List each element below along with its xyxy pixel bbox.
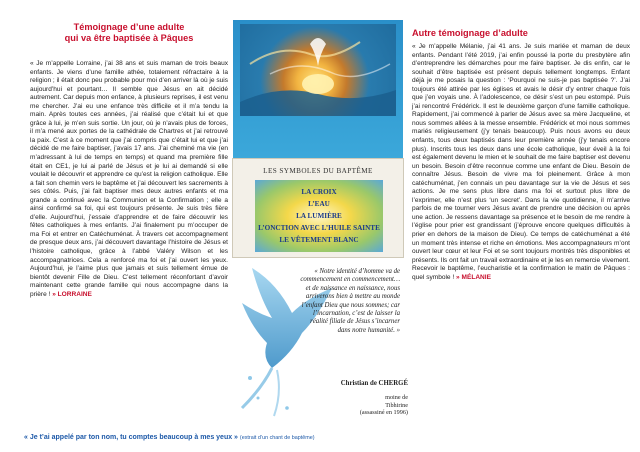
right-testimony	[412, 43, 630, 282]
right-signature: » MÉLANIE	[456, 273, 491, 281]
left-title-line1: Témoignage d’une adulte	[73, 22, 185, 32]
card-item-anointing: L’ONCTION AVEC L’HUILE SAINTE	[258, 224, 380, 232]
left-title	[30, 22, 228, 44]
card-item-light: LA LUMIÈRE	[296, 212, 342, 220]
right-testimony-body: « Je m’appelle Mélanie, j’ai 41 ans. Je suis mariée et maman de deux enfants. Pendant l’été 2019, j’ai enfin poussé la porte du presbytère afin d’entreprendre les démarches pour me faire baptiser. Je dis enfin, car le souhait d’être baptisée est présent depuis tellement longtemps. Enfant déjà je me posais la question : ‘Pourquoi ne suis-je pas baptisée ?’. J’ai toujours été attirée par les églises et avais le désir d’y entrer chaque fois que j’en voyais une. À l’adolescence, ce désir s’est un peu estompé. Puis j’ai rencontré Frédérick. Il est le deuxième garçon d’une famille catholique. Rapidement, j’ai commencé à parler de Jésus avec sa mère Jacqueline, et nous sommes allées à la messe ensemble. Frédérick et moi nous sommes mariés religieusement (j’y tenais beaucoup). Puis nous avons eu deux enfants, tous deux baptisés dans leur première année (j’y tenais encore plus). Inscrits tous les deux dans une école catholique, leur éveil à la foi est également devenu le mien et le souhait de me faire baptiser est devenu un besoin. Besoin d’être reconnue comme une enfant de Dieu. Besoin de connaître Jésus. Besoin de vivre ma foi pleinement. Grâce à mon catéchuménat, j’en connais un peu davantage sur la vie de Jésus et ses actions. Je me sens plus libre dans ma foi et surtout plus libre de l’exprimer, elle n’est plus ‘un secret’. Dans la vie quotidienne, il m’arrive parfois de me tourner vers Jésus avant de prendre une décision ou après une action. Je ressens davantage sa présence et le besoin de me rendre à l’église pour prier est grandissant (j’éprouve encore quelques difficultés à prier en dehors de la maison de Dieu). Ce temps de catéchuménat a été un moment très intense et riche en émotions. Mes accompagnateurs m’ont ouvert leur cœur et leur Foi et se sont toujours montrés très disponibles et présents. Ils ont fait un travail extraordinaire et je les en remercie vivement. Recevoir le baptême, l’eucharistie et la confirmation le matin de Pâques : quel symbole !	[412, 43, 631, 281]
footer-quote-text: « Je t’ai appelé par ton nom, tu comptes beaucoup à mes yeux »	[24, 434, 238, 441]
quote-author: Christian de CHERGÉ	[340, 380, 408, 387]
footer-quote-source: (extrait d’un chant de baptême)	[239, 435, 315, 441]
cherge-quote: « Notre identité d’homme va de commencement en commencement… et de naissance en naissance, nous arriverons bien à mettre au monde l’enfant Dieu que nous sommes; car l’incarnation, c’est de laisser la réalité filiale de Jésus s’incarner dans notre humanité. »	[300, 268, 400, 334]
footer-quote	[24, 434, 624, 441]
quote-author-details	[350, 394, 408, 417]
left-testimony-body: « Je m’appelle Lorraine, j’ai 38 ans et suis maman de trois beaux enfants. Je viens d’une famille athée, totalement réfractaire à la religion ; il était donc peu probable pour moi d’en arriver là où je suis aujourd’hui et pourtant… Il semble que Jésus en ait décidé autrement. Car depuis mon enfance, à plusieurs reprises, il est venu me chercher. J’ai eu une enfance très difficile et il m’a tendu la main. Après toutes ces années, j’ai réalisé que c’était lui et que grâce à lui, je m’en suis sortie. Un jour, où je n’avais plus de forces, il m’a mené aux portes de la cathédrale de Chartres et j’ai retrouvé la paix. C’est à ce moment que j’ai compris que c’était lui et que j’ai décidé de me faire baptiser, j’avais 17 ans. J’ai cheminé ma vie (en m’adressant à lui de temps en temps) et quand ma première fille était en CE1, je lui ai parlé de Jésus et je lui ai demandé si elle voulait le découvrir et apprendre ce qu’est la religion catholique. Elle a fait son chemin vers le baptême et j’ai découvert les sacrements à ses côtés. Puis, j’ai fait baptiser mes deux autres enfants et ma grande a continué avec la Communion et la Confirmation ; elle a ainsi confirmé sa foi, qui est toujours présente. Je suis très fière d’elle. Aujourd’hui, j’essaie d’apprendre et de faire découvrir les fêtes catholiques à mes enfants. J’ai finalement pu m’occuper de ma Foi et entrer en Catéchuménat. À travers cet accompagnement de presque deux ans, j’ai découvert davantage l’histoire de Jésus et l’histoire catholique, grâce à l’abbé Valéry Wilson et les accompagnatrices. Cela a renforcé ma foi et j’ai ouvert les yeux. Aujourd’hui, je l’aime plus que jamais et suis tellement émue de bientôt devenir Fille de Dieu. C’est tellement réconfortant d’avoir maintenant cette grande famille qui nous accompagne dans la prière !	[30, 60, 228, 298]
card-item-white-garment: LE VÊTEMENT BLANC	[279, 236, 359, 244]
monk-line3: (assassiné en 1996)	[359, 409, 408, 417]
card-title: LES SYMBOLES DU BAPTÊME	[263, 167, 373, 175]
baptism-illustration	[240, 24, 396, 116]
card-item-water: L’EAU	[308, 200, 330, 208]
left-testimony	[30, 60, 228, 299]
monk-line1: moine de	[385, 394, 408, 401]
monk-line2: Tibhirine	[385, 401, 408, 409]
baptism-image	[240, 24, 396, 116]
card-symbol-box	[255, 180, 383, 252]
left-title-line2: qui va être baptisée à Pâques	[64, 33, 194, 43]
right-title: Autre témoignage d’adulte	[412, 28, 528, 38]
card-item-cross: LA CROIX	[301, 188, 337, 196]
left-signature: » LORRAINE	[52, 290, 92, 298]
baptism-symbols-card	[232, 158, 404, 258]
